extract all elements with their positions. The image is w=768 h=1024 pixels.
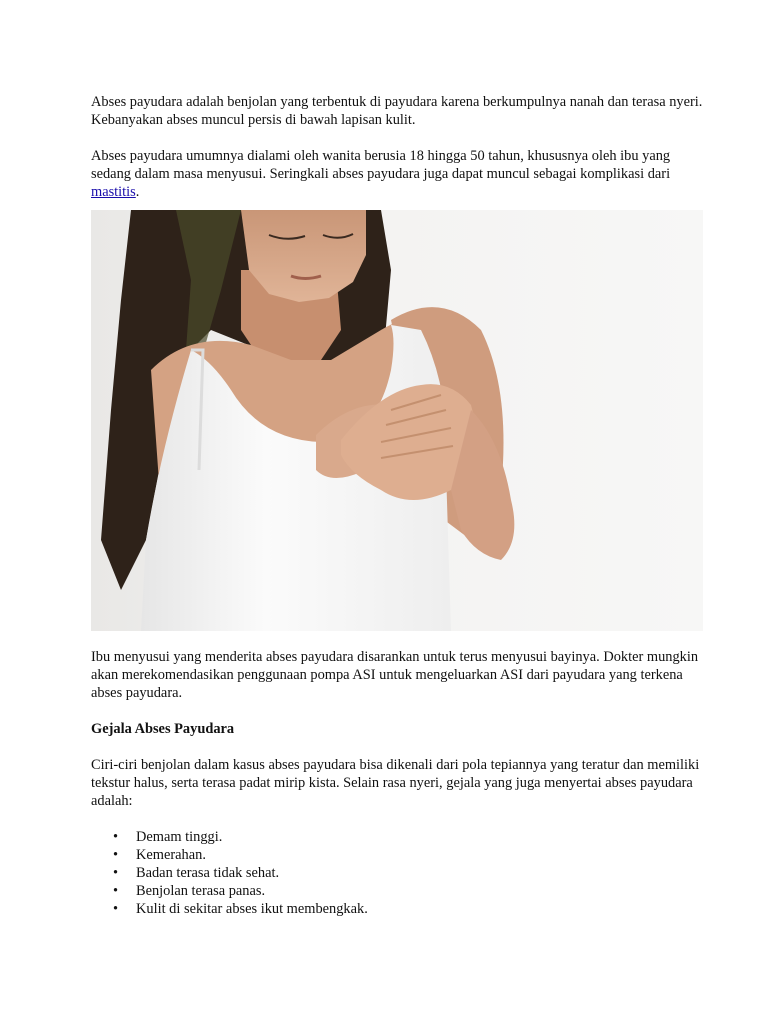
list-item	[91, 864, 703, 882]
bullet-icon: •	[113, 847, 119, 863]
demographic-paragraph-end: .	[135, 184, 140, 200]
bullet-icon: •	[113, 829, 119, 845]
article-photo	[91, 210, 703, 631]
woman-holding-chest-illustration	[91, 210, 703, 631]
article	[91, 93, 703, 918]
symptom-text: Kulit di sekitar abses ikut membengkak.	[136, 901, 368, 917]
bullet-icon: •	[113, 865, 119, 881]
symptom-text: Benjolan terasa panas.	[136, 883, 266, 899]
list-item	[91, 828, 703, 846]
symptoms-heading: Gejala Abses Payudara	[91, 721, 235, 737]
mastitis-link[interactable]: mastitis	[91, 184, 136, 200]
symptoms-intro-paragraph: Ciri-ciri benjolan dalam kasus abses payudara bisa dikenali dari pola tepiannya yang teratur dan memiliki tekstur halus, serta terasa padat mirip kista. Selain rasa nyeri, gejala yang juga menyertai abses payudara adalah:	[91, 757, 700, 809]
list-item	[91, 882, 703, 900]
bullet-icon: •	[113, 901, 119, 917]
symptom-text: Kemerahan.	[136, 847, 206, 863]
symptom-text: Demam tinggi.	[136, 829, 223, 845]
demographic-paragraph	[91, 147, 703, 201]
list-item	[91, 846, 703, 864]
demographic-paragraph-text: Abses payudara umumnya dialami oleh wanita berusia 18 hingga 50 tahun, khususnya oleh ibu yang sedang dalam masa menyusui. Seringkali abses payudara juga dapat muncul sebagai komplikasi dari	[91, 148, 671, 182]
bullet-icon: •	[113, 883, 119, 899]
list-item	[91, 900, 703, 918]
symptom-text: Badan terasa tidak sehat.	[136, 865, 280, 881]
breastfeeding-paragraph: Ibu menyusui yang menderita abses payudara disarankan untuk terus menyusui bayinya. Dokter mungkin akan merekomendasikan penggunaan pompa ASI untuk mengeluarkan ASI dari payudara yang terkena abses payudara.	[91, 649, 699, 701]
intro-paragraph: Abses payudara adalah benjolan yang terbentuk di payudara karena berkumpulnya nanah dan terasa nyeri. Kebanyakan abses muncul persis di bawah lapisan kulit.	[91, 94, 703, 128]
symptoms-list	[91, 828, 703, 918]
